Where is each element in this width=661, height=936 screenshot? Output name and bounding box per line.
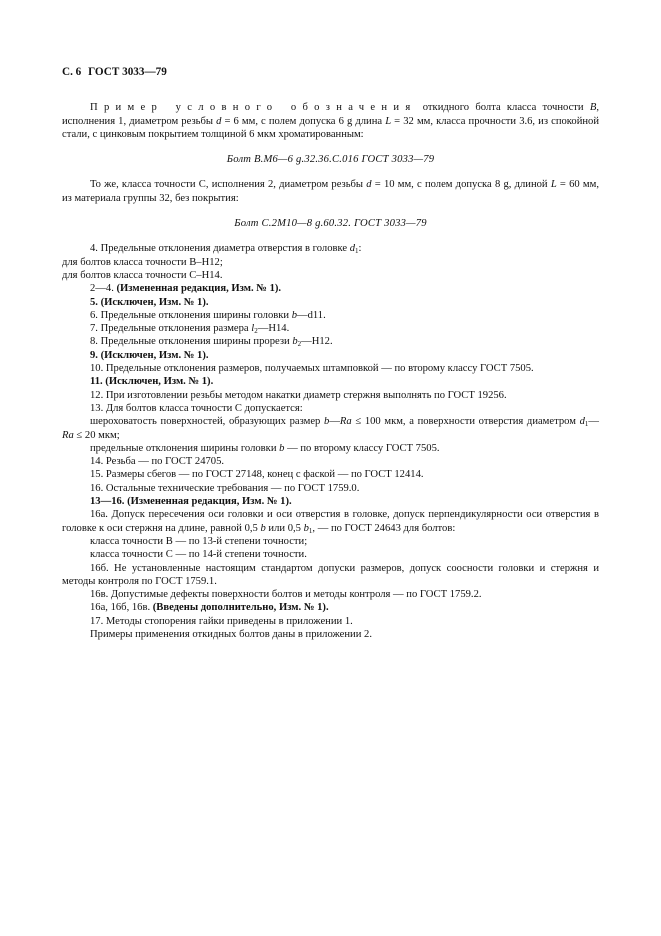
clause-text: ≤ 20 мкм; <box>73 429 120 441</box>
example-spaced-lead: Пример условного обозначения <box>90 102 417 114</box>
variable-L: L <box>385 115 392 127</box>
example-2-text: То же, класса точности С, исполнения 2, диаметром резьбы <box>90 179 367 191</box>
clause-4-item-b: для болтов класса точности В–Н12; <box>62 256 223 268</box>
clause-text: 16а. Допуск пересечения оси головки и оси отверстия в головке, допуск перпендикулярности оси отверстия в головке к оси стержня на длине, равной 0,5 <box>62 509 599 534</box>
example-1-paragraph <box>62 101 599 141</box>
clause-13-16-note <box>62 495 599 508</box>
subscript: 2 <box>297 340 302 349</box>
variable-ra: Ra <box>339 416 352 428</box>
clause-text: или 0,5 <box>265 522 304 534</box>
variable-b: b <box>260 522 266 534</box>
amendment-note: (Введены дополнительно, Изм. № 1). <box>152 602 329 614</box>
clause-6 <box>62 309 599 322</box>
example-1-text: откидного болта класса точности <box>416 102 590 114</box>
clause-13-roughness <box>62 415 599 442</box>
clause-16a-item-2: класса точности С — по 14-й степени точности. <box>90 549 307 561</box>
variable-ra: Ra <box>62 429 74 441</box>
clause-text: : <box>358 243 362 255</box>
page-number: С. 6 <box>62 66 82 78</box>
clause-number: 13—16. <box>90 496 128 508</box>
subscript: 2 <box>254 327 258 336</box>
subscript: 1 <box>355 247 359 256</box>
example-2-text: = 10 мм, с полем допуска 8 g, длиной <box>371 179 551 191</box>
example-1-text: = 6 мм, с полем допуска 6 g длина <box>221 115 386 127</box>
examples-reference: Примеры применения откидных болтов даны в приложении 2. <box>90 628 372 640</box>
designation-example-1: Болт В.М6—6 g.32.36.С.016 ГОСТ 3033—79 <box>226 154 435 166</box>
clause-16a-item-1: класса точности В — по 13-й степени точности; <box>90 535 308 547</box>
variable-d: d <box>366 179 372 191</box>
clause-7 <box>62 322 599 335</box>
clause-text: —Н14. <box>257 323 290 335</box>
page-header <box>62 66 599 79</box>
variable-L: L <box>550 179 557 191</box>
clause-text: — по второму классу ГОСТ 7505. <box>284 442 440 454</box>
clause-5: 5. (Исключен, Изм. № 1). <box>90 296 209 308</box>
clause-4 <box>62 242 599 255</box>
clause-text: —Н12. <box>301 336 333 348</box>
variable-b: b <box>291 309 298 321</box>
variable-l: l <box>251 323 255 335</box>
dash: — <box>588 416 599 428</box>
clause-9: 9. (Исключен, Изм. № 1). <box>90 349 209 361</box>
clause-16a <box>62 508 599 535</box>
clause-text: 8. Предельные отклонения ширины прорези <box>90 336 293 348</box>
clause-number: 16а, 16б, 16в. <box>90 602 153 614</box>
example-2-text: = 60 мм, из материала группы 32, без покрытия: <box>62 179 599 204</box>
clause-17: 17. Методы стопорения гайки приведены в приложении 1. <box>90 615 353 627</box>
clause-text: 7. Предельные отклонения размера <box>90 323 252 335</box>
clause-12: 12. При изготовлении резьбы методом накатки диаметр стержня выполнять по ГОСТ 19256. <box>90 389 507 401</box>
clause-10: 10. Предельные отклонения размеров, получаемых штамповкой — по второму классу ГОСТ 7505. <box>90 363 534 375</box>
clause-text: 4. Предельные отклонения диаметра отверстия в головке <box>90 243 350 255</box>
clause-16v: 16в. Допустимые дефекты поверхности болтов и методы контроля — по ГОСТ 1759.2. <box>90 589 482 601</box>
subscript: 1 <box>584 420 589 429</box>
clause-text: —d11. <box>297 309 326 321</box>
clause-13: 13. Для болтов класса точности С допускается: <box>90 402 303 414</box>
clause-8 <box>62 335 599 348</box>
example-1-text: , исполнения 1, диаметром резьбы <box>62 102 599 127</box>
amendment-note: (Измененная редакция, Изм. № 1). <box>116 283 282 295</box>
variable-d: d <box>579 416 585 428</box>
variable-b: b <box>279 442 285 454</box>
clause-16abv-note <box>62 601 599 614</box>
clause-13-head-width <box>62 442 599 455</box>
clause-text: 6. Предельные отклонения ширины головки <box>90 309 292 321</box>
dash: — <box>329 416 340 428</box>
variable-class: B <box>589 102 597 114</box>
subscript: 1 <box>308 526 313 535</box>
clause-14: 14. Резьба — по ГОСТ 24705. <box>90 456 225 468</box>
clause-16: 16. Остальные технические требования — по ГОСТ 1759.0. <box>90 482 360 494</box>
variable-b: b <box>292 336 298 348</box>
clause-text: ≤ 100 мкм, а поверхности отверстия диаметром <box>351 416 580 428</box>
variable-b: b <box>324 416 330 428</box>
variable-d: d <box>349 243 356 255</box>
clause-11: 11. (Исключен, Изм. № 1). <box>90 376 214 388</box>
amendment-note: (Измененная редакция, Изм. № 1). <box>127 496 292 508</box>
clause-4-item-c: для болтов класса точности С–Н14. <box>62 269 223 281</box>
clause-text: , — по ГОСТ 24643 для болтов: <box>312 522 456 534</box>
variable-b: b <box>303 522 309 534</box>
clause-16b: 16б. Не установленные настоящим стандартом допуски размеров, допуск соосности головки и стержня и методы контроля по ГОСТ 1759.1. <box>62 562 599 587</box>
clause-2-4-note <box>62 282 599 295</box>
example-1-text: = 32 мм, класса прочности 3.6, из спокойной стали, с цинковым покрытием толщиной 6 мкм хроматированным: <box>62 115 599 140</box>
clause-15: 15. Размеры сбегов — по ГОСТ 27148, конец с фаской — по ГОСТ 12414. <box>90 469 424 481</box>
document-body <box>62 66 599 641</box>
designation-example-2: Болт С.2М10—8 g.60.32. ГОСТ 3033—79 <box>234 218 427 230</box>
clause-text: шероховатость поверхностей, образующих размер <box>90 416 325 428</box>
clause-number: 2—4. <box>90 283 117 295</box>
example-2-paragraph <box>62 178 599 205</box>
document-code: ГОСТ 3033—79 <box>88 66 167 78</box>
variable-d: d <box>216 115 222 127</box>
clause-text: предельные отклонения ширины головки <box>90 442 280 454</box>
